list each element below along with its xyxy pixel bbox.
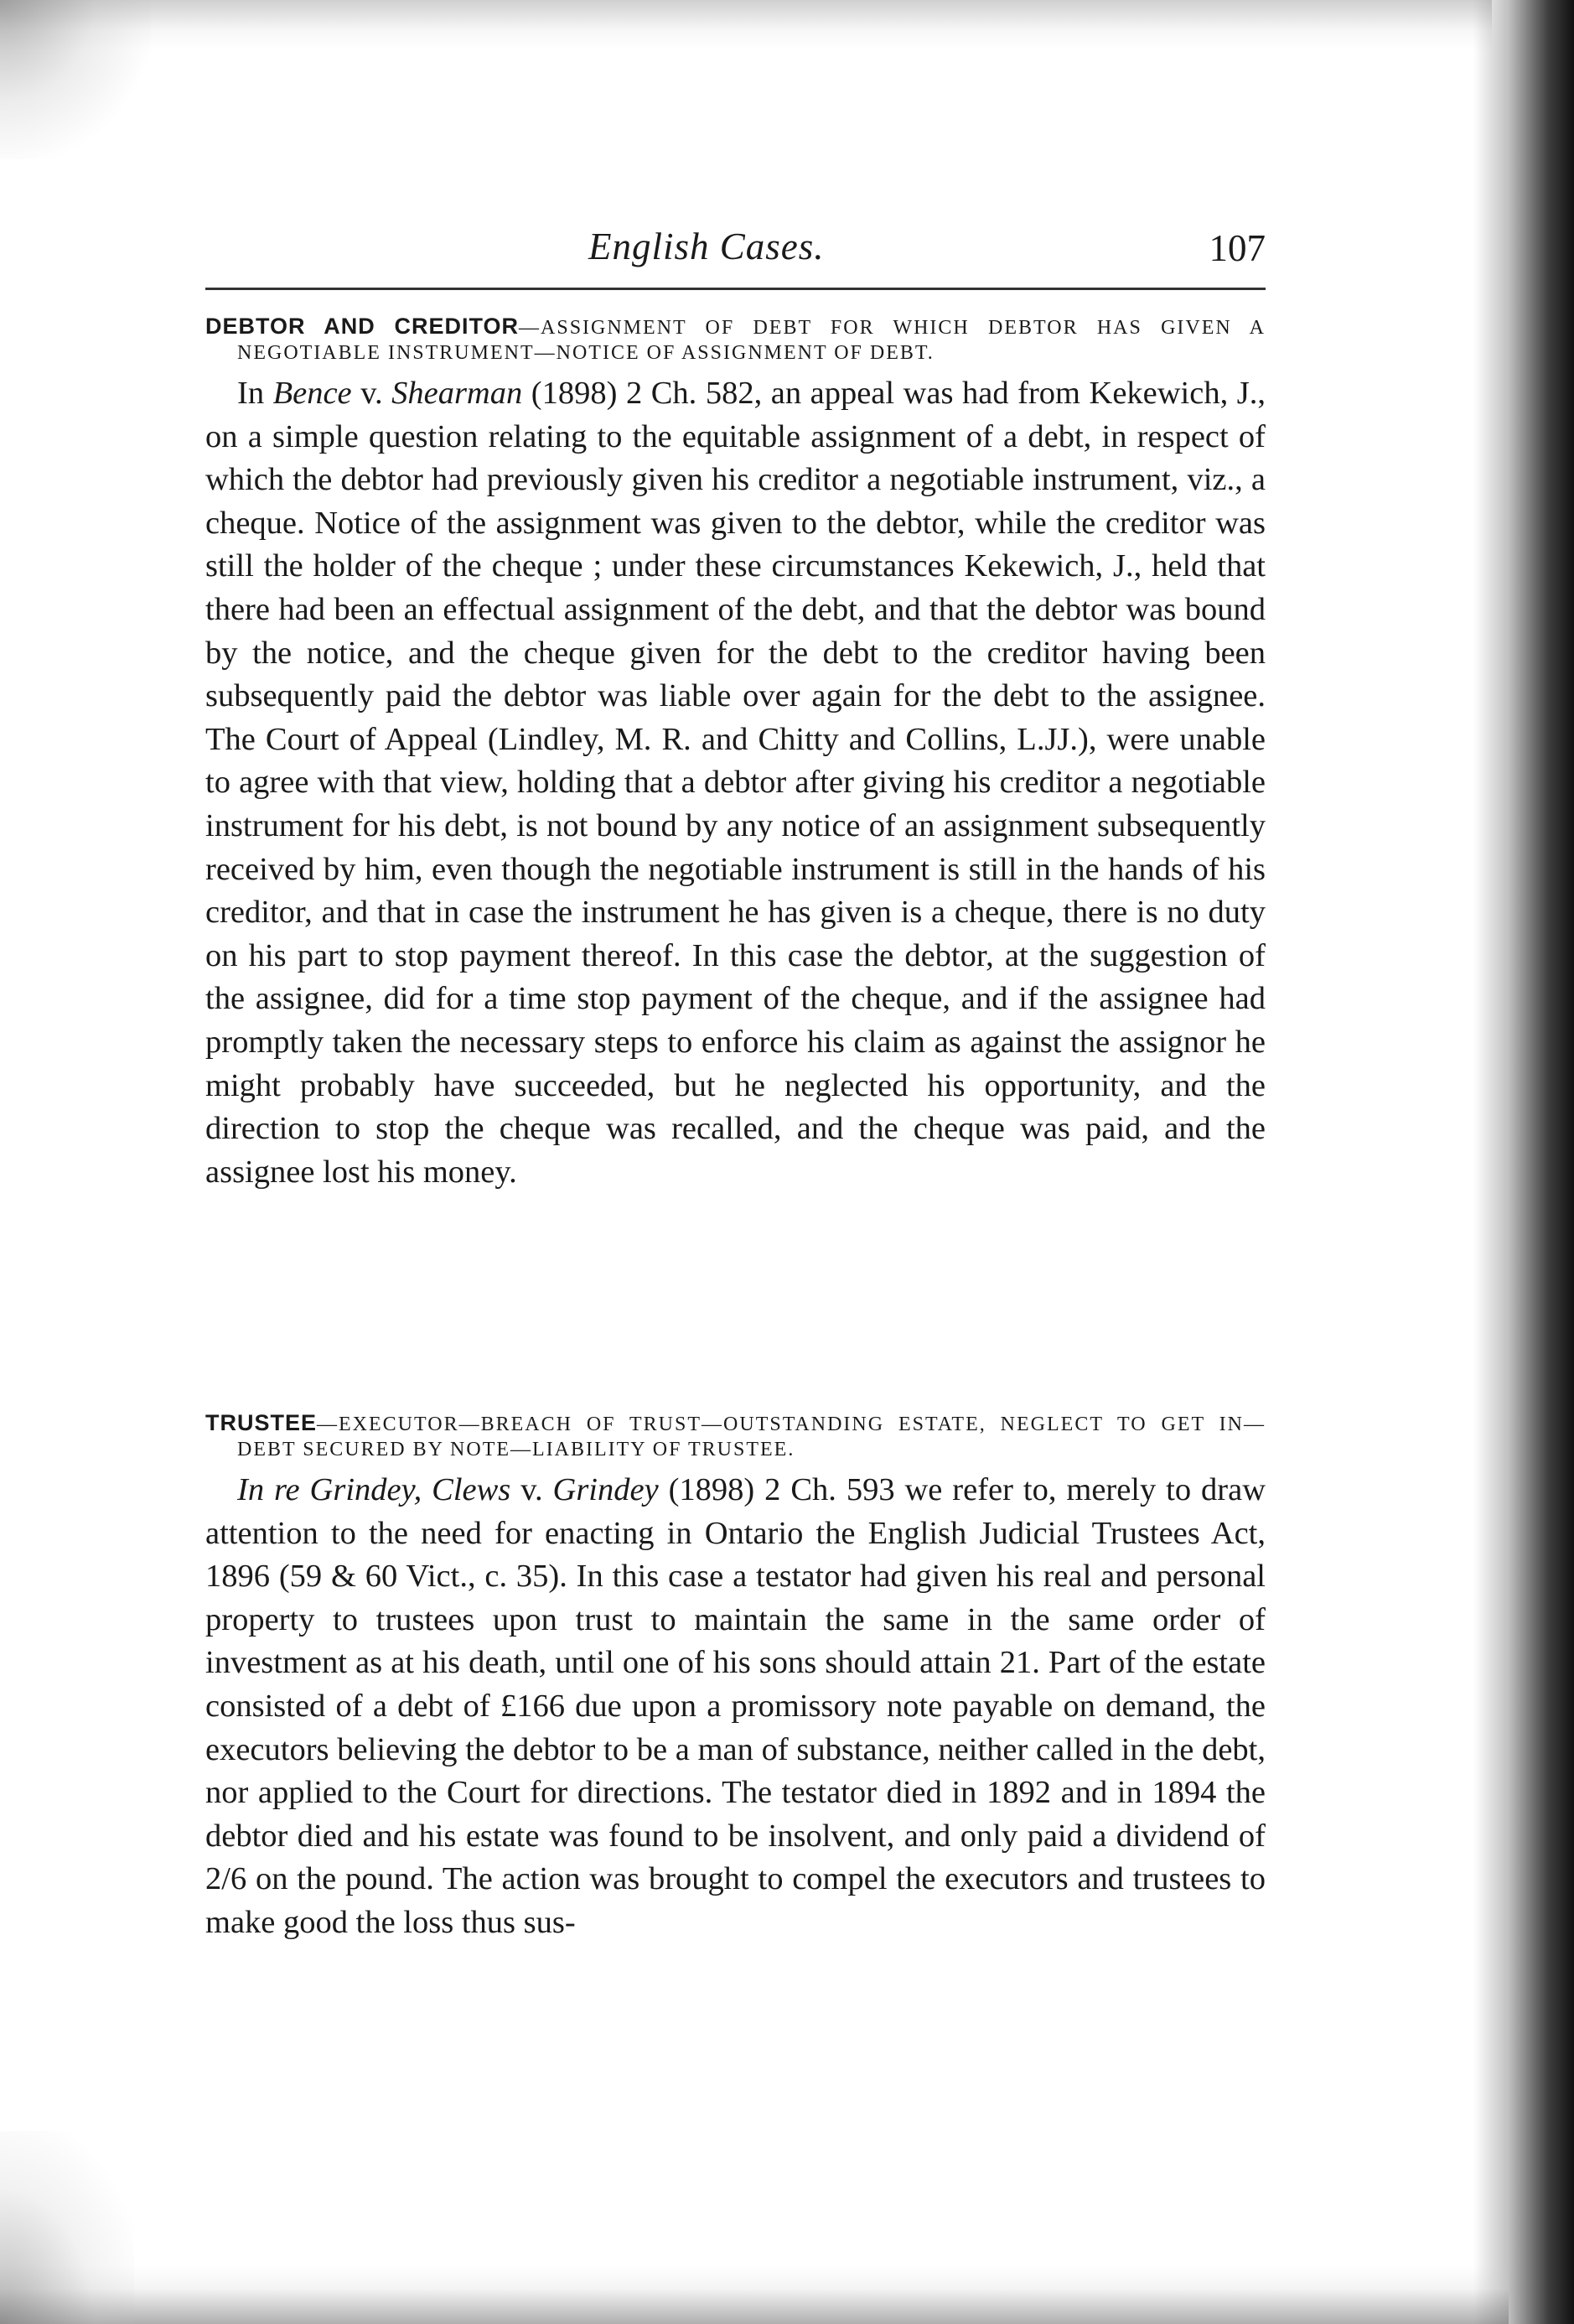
case-versus: v. [510, 1472, 553, 1507]
case-body-text: (1898) 2 Ch. 593 we refer to, merely to draw attention to the need for enacting in Ontario the English Judicial Trustees Act, 1896 (59 & 60 Vict., c. 35). In this case a testator had given his real and personal property to trustees upon trust to maintain the same in the same order of investment as at his death, until one of his sons should attain 21. Part of the estate consisted of a debt of £166 due upon a promissory note payable on demand, the executors believing the debtor to be a man of substance, neither called in the debt, nor applied to the Court for directions. The testator died in 1892 and in 1894 the debtor died and his estate was found to be insolvent, and only paid a dividend of 2/6 on the pound. The action was brought to compel the executors and trustees to make good the loss thus sus- [205, 1472, 1266, 1940]
case-party-1: In re Grindey, Clews [237, 1472, 511, 1507]
headnote-lead: DEBTOR AND CREDITOR [205, 314, 520, 339]
headnote-subject: —EXECUTOR—BREACH OF TRUST—OUTSTANDING ESTATE, NEGLECT TO GET IN—DEBT SECURED BY NOTE—LIABILITY OF TRUSTEE. [237, 1414, 1266, 1460]
section-headnote [205, 1411, 1266, 1462]
header-rule [205, 288, 1266, 290]
page-corner-shadow-top-left [0, 0, 151, 159]
case-paragraph [205, 1469, 1266, 1945]
section-trustee [205, 1411, 1266, 1945]
headnote-subject: —ASSIGNMENT OF DEBT FOR WHICH DEBTOR HAS GIVEN A NEGOTIABLE INSTRUMENT—NOTICE OF ASSIGNMENT OF DEBT. [237, 317, 1266, 364]
case-versus: v. [351, 376, 392, 411]
section-headnote [205, 314, 1266, 366]
page-edge-shadow-bottom [0, 2265, 1509, 2324]
running-title: English Cases. [588, 226, 825, 267]
section-debtor-and-creditor [205, 314, 1266, 1194]
headnote-lead: TRUSTEE [205, 1410, 318, 1435]
case-party-1: Bence [272, 376, 352, 411]
case-party-2: Shearman [391, 376, 523, 411]
running-head [205, 210, 1266, 285]
case-body-text: (1898) 2 Ch. 582, an appeal was had from Kekewich, J., on a simple question relating to the equitable assignment of a debt, in respect of which the debtor had previously given his creditor a negotiable instrument, viz., a cheque. Notice of the assignment was given to the debtor, while the creditor was still the holder of the cheque ; under these circumstances Kekewich, J., held that there had been an effectual assignment of the debt, and that the debtor was bound by the notice, and the cheque given for the debt to the creditor having been subsequently paid the debtor was liable over again for the debt to the assignee. The Court of Appeal (Lindley, M. R. and Chitty and Collins, L.JJ.), were unable to agree with that view, holding that a debtor after giving his creditor a negotiable instrument for his debt, is not bound by any notice of an assignment subsequently received by him, even though the negotiable instrument is still in the hands of his creditor, and that in case the instrument he has given is a cheque, there is no duty on his part to stop payment thereof. In this case the debtor, at the suggestion of the assignee, did for a time stop payment of the cheque, and if the assignee had promptly taken the necessary steps to enforce his claim as against the assignor he might probably have succeeded, but he neglected his opportunity, and the direction to stop the cheque was recalled, and the cheque was paid, and the assignee lost his money. [205, 376, 1266, 1190]
page-corner-shadow-bottom-left [0, 2131, 134, 2324]
case-party-2: Grindey [552, 1472, 659, 1507]
page-binding-shadow-right [1473, 0, 1574, 2324]
page-edge-shadow-top [0, 0, 1492, 50]
case-paragraph [205, 372, 1266, 1194]
page-number: 107 [1209, 227, 1266, 269]
case-prefix: In [237, 376, 273, 411]
